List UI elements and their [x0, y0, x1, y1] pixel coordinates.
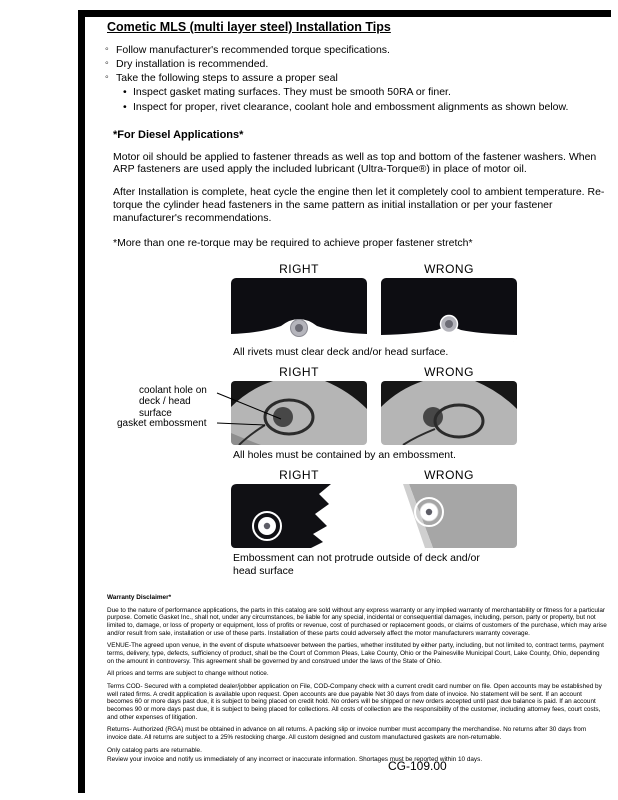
disclaimer-paragraph: VENUE-The agreed upon venue, in the event of dispute whatsoever between the parties, whether instituted by either party, including, but not limited to, contract terms, payment terms, delivery, type, defects, sufficiency of product, shall be the Court of Common Pleas, Lake County, Ohio or the Painesville Municipal Court, Lake County, Ohio, depending on the amount in controversy. This agreement shall be governed by and construed under the laws of the State of Ohio. [107, 642, 604, 665]
list-item: ◦ Follow manufacturer's recommended torque specifications. [105, 44, 608, 57]
wrong-label: WRONG [424, 467, 474, 482]
hole-contained-diagram [231, 381, 367, 445]
list-item: ◦ Dry installation is recommended. [105, 58, 608, 71]
right-label: RIGHT [279, 467, 319, 482]
disclaimer-paragraph: Review your invoice and notify us immediately of any incorrect or inaccurate information. Shortages must be reported within 10 days. [107, 755, 483, 763]
fig3-caption: Embossment can not protrude outside of deck and/or head surface [233, 551, 480, 577]
wrong-label: WRONG [424, 364, 474, 379]
diesel-paragraph-1: Motor oil should be applied to fastener threads as well as top and bottom of the fastener washers. When ARP fasteners are used apply the included lubricant (Ultra-Torque®) in place of motor oil. [113, 150, 597, 176]
rivet-clear-diagram [231, 278, 367, 342]
gasket-embossment-label: gasket embossment [117, 417, 207, 429]
disclaimer-paragraph: Only catalog parts are returnable. [107, 746, 202, 754]
installation-tips-list [105, 44, 608, 114]
figure-headers [231, 468, 517, 482]
disclaimer-heading: Warranty Disclaimer* [107, 593, 172, 601]
retorque-note: *More than one re-torque may be required to achieve proper fastener stretch* [113, 236, 473, 249]
page-border-left [78, 10, 85, 793]
fig1-wrong-panel [381, 278, 517, 342]
catalog-page-number: CG-109.00 [388, 759, 447, 773]
coolant-hole-label: coolant hole on deck / head surface [139, 384, 207, 419]
embossment-inside-diagram [231, 484, 367, 548]
fig1-caption: All rivets must clear deck and/or head surface. [233, 345, 449, 358]
fig2-wrong-panel [381, 381, 517, 445]
page-title: Cometic MLS (multi layer steel) Installation Tips [107, 20, 391, 34]
fig3-right-panel [231, 484, 367, 548]
right-label: RIGHT [279, 364, 319, 379]
page-border-top [78, 10, 611, 17]
figure-headers [231, 262, 517, 276]
figure-embossment-protrusion [231, 468, 517, 578]
embossment-protruding-diagram [381, 484, 517, 548]
list-item: • Inspect for proper, rivet clearance, coolant hole and embossment alignments as shown below. [123, 101, 608, 114]
wrong-label: WRONG [424, 261, 474, 276]
diesel-paragraph-2: After Installation is complete, heat cycle the engine then let it completely cool to ambient temperature. Re-torque the cylinder head fasteners in the same pattern as initial installation or per your fastener manufacturer's recommendations. [113, 186, 605, 224]
figures-section [117, 261, 517, 578]
diesel-applications-heading: *For Diesel Applications* [113, 128, 244, 141]
list-item: • Inspect gasket mating surfaces. They must be smooth 50RA or finer. [123, 86, 608, 99]
list-item: ◦ Take the following steps to assure a proper seal [105, 72, 608, 85]
fig2-caption: All holes must be contained by an embossment. [233, 448, 456, 461]
figure-panels [231, 278, 517, 342]
fig2-right-panel [231, 381, 367, 445]
right-label: RIGHT [279, 261, 319, 276]
figure-headers [231, 365, 517, 379]
disclaimer-paragraph: Terms COD- Secured with a completed dealer/jobber application on File, COD-Company check with a current credit card number on file. Open accounts may be established by well rated firms. A credit application is available upon request. Open accounts are due payable Net 30 days from date of invoice. No statement will be sent. If an account becomes 60 or more days past due, it is subject to being placed on credit hold. No orders will be shipped or new orders accepted until past due balance is paid. If an account becomes 90 or more days past due, it is subject to being placed for collections. All costs of collection are the responsibility of the customer, including attorney fees, court costs, and other expenses of litigation. [107, 683, 602, 721]
rivet-not-clear-diagram [381, 278, 517, 342]
warranty-disclaimer [107, 594, 607, 763]
fig1-right-panel [231, 278, 367, 342]
figure-rivet-clearance [231, 262, 517, 358]
figure-panels [231, 381, 517, 445]
figure-hole-embossment [117, 364, 517, 461]
disclaimer-paragraph: Due to the nature of performance applications, the parts in this catalog are sold without any express warranty or any implied warranty of merchantability or fitness for a particular purpose. Cometic Gasket Inc., shall not, under any circumstances, be liable for any special, incidental or consequential damages, including, person, party or property, but not limited to, damage, or loss of property or equipment, loss of profits or revenue, cost of purchased or replacement goods, or claims of customers of the purchase, which may arise and/or result from sale, installation or use of these parts. Installation of these parts could adversely affect the motor manufacturers warranty coverage. [107, 606, 607, 637]
disclaimer-paragraph: Returns- Authorized (RGA) must be obtained in advance on all returns. A packing slip or invoice number must accompany the merchandise. No returns after 30 days from invoice date. All returns are subject to a 25% restocking charge. All custom designed and custom manufactured gaskets are non-returnable. [107, 726, 587, 742]
page-content [103, 18, 608, 768]
hole-not-contained-diagram [381, 381, 517, 445]
disclaimer-paragraph: All prices and terms are subject to change without notice. [107, 670, 269, 678]
figure-panels [231, 484, 517, 548]
fig3-wrong-panel [381, 484, 517, 548]
